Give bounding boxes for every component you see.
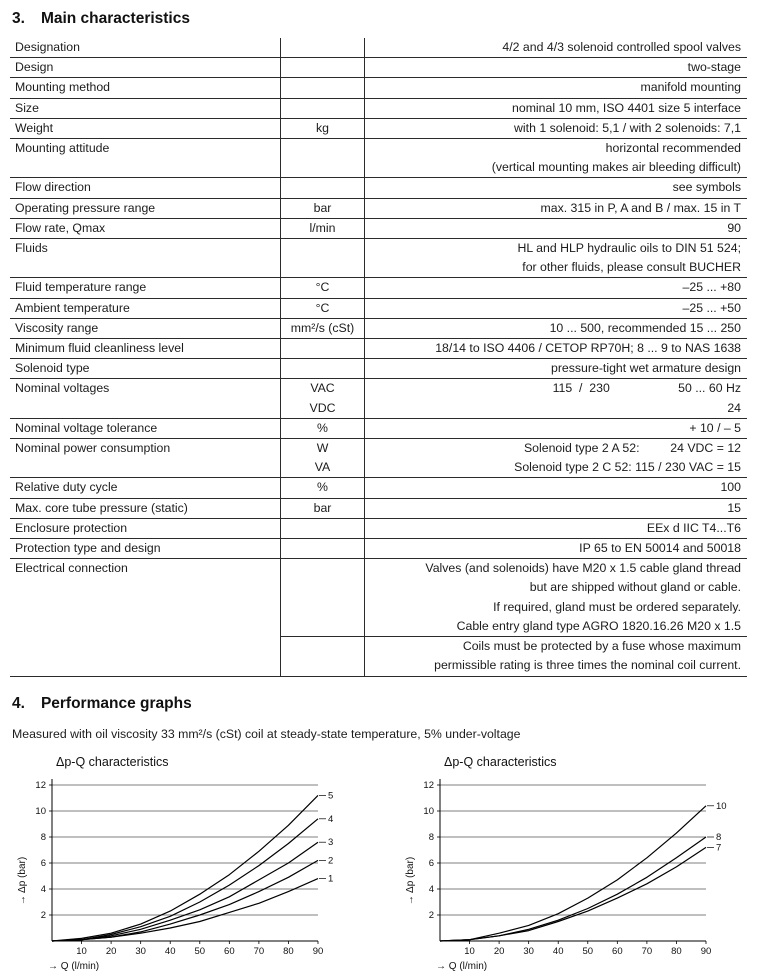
- value-cell: [364, 99, 747, 119]
- chart-title-left: Δp-Q characteristics: [56, 754, 169, 769]
- value-cell: [364, 119, 747, 139]
- value-line: 24: [727, 400, 741, 415]
- unit-line: l/min: [309, 220, 336, 235]
- y-tick-label: 6: [40, 857, 46, 869]
- characteristics-table: [10, 38, 747, 677]
- table-row: [10, 278, 747, 298]
- table-row: [10, 637, 747, 676]
- unit-line: %: [317, 420, 328, 435]
- x-axis-label: → Q (l/min): [436, 960, 488, 972]
- unit-cell: [280, 419, 364, 439]
- value-cell: [364, 139, 747, 178]
- value-cell: [364, 439, 747, 478]
- unit-cell: [280, 178, 364, 198]
- value-line: with 1 solenoid: 5,1 / with 2 solenoids: 7,1: [514, 120, 741, 135]
- x-tick-label: 20: [493, 945, 505, 957]
- x-tick-label: 20: [105, 945, 117, 957]
- section4-heading: [12, 695, 747, 713]
- dp-q-chart-right: [404, 771, 736, 975]
- designation-cell: Viscosity range: [10, 319, 280, 339]
- value-cell: [364, 239, 747, 278]
- x-tick-label: 60: [224, 945, 235, 957]
- chart-figure-left: [16, 755, 348, 975]
- value-line: IP 65 to EN 50014 and 50018: [579, 541, 741, 556]
- value-line: (vertical mounting makes air bleeding difficult): [491, 160, 741, 175]
- section3-number: 3.: [12, 10, 25, 27]
- designation-cell: Weight: [10, 119, 280, 139]
- value-cell: [364, 199, 747, 219]
- value-cell: [364, 278, 747, 298]
- value-line: Coils must be protected by a fuse whose maximum: [462, 639, 741, 654]
- table-row: [10, 119, 747, 139]
- value-line: 10 ... 500, recommended 15 ... 250: [549, 320, 741, 335]
- designation-cell: Operating pressure range: [10, 199, 280, 219]
- designation-cell: Flow direction: [10, 178, 280, 198]
- designation-cell: Max. core tube pressure (static): [10, 499, 280, 519]
- y-tick-label: 8: [40, 831, 46, 843]
- value-line: 90: [727, 220, 741, 235]
- designation-cell: Protection type and design: [10, 539, 280, 559]
- unit-cell: [280, 119, 364, 139]
- unit-cell: [280, 379, 364, 418]
- curve-label: 1: [328, 873, 334, 885]
- value-line: –25 ... +50: [682, 300, 741, 315]
- value-line: 18/14 to ISO 4406 / CETOP RP70H; 8 ... 9 to NAS 1638: [435, 341, 741, 356]
- value-line: Valves (and solenoids) have M20 x 1.5 cable gland thread: [425, 561, 741, 576]
- curve-label: 10: [716, 800, 727, 812]
- value-cell: [364, 319, 747, 339]
- designation-cell: Nominal voltage tolerance: [10, 419, 280, 439]
- unit-cell: [280, 519, 364, 539]
- designation-cell: Designation: [10, 38, 280, 58]
- table-row: [10, 299, 747, 319]
- table-row: [10, 499, 747, 519]
- x-tick-label: 40: [164, 945, 176, 957]
- unit-cell: [280, 339, 364, 359]
- value-line: –25 ... +80: [682, 280, 741, 295]
- value-line: for other fluids, please consult BUCHER: [522, 260, 741, 275]
- designation-cell: Mounting attitude: [10, 139, 280, 178]
- unit-cell: [280, 559, 364, 637]
- y-tick-label: 12: [35, 779, 46, 791]
- designation-cell: Fluids: [10, 239, 280, 278]
- value-line: HL and HLP hydraulic oils to DIN 51 524;: [517, 241, 741, 256]
- table-row: [10, 539, 747, 559]
- table-row: [10, 178, 747, 198]
- table-row: [10, 359, 747, 379]
- y-tick-label: 6: [428, 857, 434, 869]
- value-line: Solenoid type 2 A 52: 24 VDC = 12: [523, 441, 741, 456]
- unit-cell: [280, 539, 364, 559]
- unit-line: bar: [313, 500, 332, 515]
- unit-cell: [280, 278, 364, 298]
- table-row: [10, 78, 747, 98]
- designation-cell: Size: [10, 99, 280, 119]
- curve-label: 3: [328, 836, 334, 848]
- table-row: [10, 419, 747, 439]
- value-line: 100: [720, 480, 741, 495]
- section3-heading: [12, 10, 747, 28]
- table-row: [10, 219, 747, 239]
- y-tick-label: 4: [40, 883, 46, 895]
- y-tick-label: 10: [35, 805, 46, 817]
- unit-cell: [280, 239, 364, 278]
- value-line: 15: [727, 500, 741, 515]
- value-line: If required, gland must be ordered separately.: [493, 599, 741, 614]
- value-cell: [364, 379, 747, 418]
- value-cell: [364, 219, 747, 239]
- x-tick-label: 10: [464, 945, 475, 957]
- unit-cell: [280, 99, 364, 119]
- value-cell: [364, 339, 747, 359]
- value-line: + 10 / – 5: [689, 420, 741, 435]
- y-tick-label: 2: [428, 909, 434, 921]
- value-line: nominal 10 mm, ISO 4401 size 5 interface: [512, 100, 741, 115]
- value-cell: [364, 559, 747, 637]
- y-tick-label: 4: [428, 883, 434, 895]
- x-tick-label: 80: [283, 945, 294, 957]
- y-tick-label: 8: [428, 831, 434, 843]
- unit-cell: [280, 319, 364, 339]
- designation-cell: Design: [10, 58, 280, 78]
- unit-cell: [280, 478, 364, 498]
- unit-line: VA: [314, 460, 331, 475]
- value-line: Solenoid type 2 C 52: 115 / 230 VAC = 15: [514, 460, 741, 475]
- x-tick-label: 40: [552, 945, 564, 957]
- table-row: [10, 339, 747, 359]
- designation-cell: Flow rate, Qmax: [10, 219, 280, 239]
- value-line: Cable entry gland type AGRO 1820.16.26 M20 x 1.5: [456, 618, 741, 633]
- x-tick-label: 70: [641, 945, 653, 957]
- designation-cell: Electrical connection: [15, 561, 128, 576]
- y-axis-label: → Δp (bar): [405, 856, 416, 905]
- value-cell: [364, 178, 747, 198]
- value-cell: [364, 38, 747, 58]
- value-cell: [364, 499, 747, 519]
- unit-line: °C: [315, 280, 330, 295]
- unit-cell: [280, 359, 364, 379]
- table-row: [10, 239, 747, 278]
- table-row: [10, 139, 747, 178]
- table-row: [10, 559, 747, 637]
- curve-label: 8: [716, 831, 722, 843]
- value-cell: [364, 359, 747, 379]
- value-line: but are shipped without gland or cable.: [529, 580, 741, 595]
- unit-cell: [280, 499, 364, 519]
- x-tick-label: 50: [194, 945, 206, 957]
- designation-cell: Fluid temperature range: [10, 278, 280, 298]
- designation-cell: Relative duty cycle: [10, 478, 280, 498]
- unit-cell: [280, 439, 364, 478]
- dp-q-chart-left: [16, 771, 348, 975]
- value-line: pressure-tight wet armature design: [550, 361, 741, 376]
- x-tick-label: 60: [612, 945, 623, 957]
- designation-cell: Enclosure protection: [10, 519, 280, 539]
- table-row: [10, 519, 747, 539]
- unit-cell: [280, 78, 364, 98]
- x-tick-label: 30: [523, 945, 534, 957]
- value-cell: [364, 78, 747, 98]
- y-tick-label: 10: [423, 805, 434, 817]
- designation-cell: Ambient temperature: [10, 299, 280, 319]
- curve-label: 7: [716, 841, 722, 853]
- section3-title: Main characteristics: [40, 10, 190, 27]
- curve-label: 4: [328, 813, 334, 825]
- table-row: [10, 58, 747, 78]
- value-line: 4/2 and 4/3 solenoid controlled spool valves: [502, 40, 741, 54]
- curve: [440, 847, 706, 941]
- value-cell: [364, 419, 747, 439]
- chart-figure-right: [404, 755, 736, 975]
- x-tick-label: 30: [135, 945, 146, 957]
- x-tick-label: 90: [312, 945, 324, 957]
- unit-line: kg: [316, 120, 329, 135]
- value-line: see symbols: [672, 180, 741, 195]
- x-tick-label: 80: [671, 945, 682, 957]
- unit-cell: [280, 139, 364, 178]
- curve: [52, 860, 318, 941]
- designation-cell: Minimum fluid cleanliness level: [10, 339, 280, 359]
- chart-title-right: Δp-Q characteristics: [444, 754, 557, 769]
- unit-cell: [280, 299, 364, 319]
- table-row: [10, 478, 747, 498]
- curve: [52, 842, 318, 941]
- value-line: permissible rating is three times the nominal coil current.: [434, 658, 741, 673]
- y-tick-label: 12: [423, 779, 434, 791]
- value-line: EEx d IIC T4...T6: [646, 520, 741, 535]
- value-cell: [364, 478, 747, 498]
- unit-cell: [280, 637, 364, 676]
- unit-line: VAC: [310, 381, 335, 396]
- unit-cell: [280, 219, 364, 239]
- value-line: 115 / 230 50 ... 60 Hz: [552, 381, 741, 396]
- value-cell: [364, 637, 747, 676]
- designation-cell: Mounting method: [10, 78, 280, 98]
- designation-cell: Solenoid type: [10, 359, 280, 379]
- table-row: [10, 38, 747, 58]
- table-row: [10, 439, 747, 478]
- table-row: [10, 379, 747, 418]
- value-cell: [364, 299, 747, 319]
- value-line: horizontal recommended: [605, 141, 741, 156]
- unit-line: bar: [313, 200, 332, 215]
- value-line: two-stage: [687, 60, 741, 75]
- designation-cell: [10, 637, 280, 676]
- value-line: max. 315 in P, A and B / max. 15 in T: [540, 200, 741, 215]
- x-tick-label: 10: [76, 945, 87, 957]
- performance-graphs: [16, 755, 747, 975]
- designation-cell: Nominal voltages: [10, 379, 280, 418]
- designation-cell: Nominal power consumption: [10, 439, 280, 478]
- x-tick-label: 50: [582, 945, 594, 957]
- unit-line: W: [316, 441, 329, 456]
- value-line: manifold mounting: [640, 80, 741, 95]
- y-axis-label: → Δp (bar): [17, 856, 28, 905]
- unit-cell: [280, 38, 364, 58]
- unit-line: VDC: [309, 400, 336, 415]
- unit-line: %: [317, 480, 328, 495]
- value-cell: [364, 539, 747, 559]
- x-axis-label: → Q (l/min): [48, 960, 100, 972]
- table-row: [10, 99, 747, 119]
- unit-line: mm²/s (cSt): [290, 320, 355, 335]
- y-tick-label: 2: [40, 909, 46, 921]
- section4-number: 4.: [12, 694, 25, 712]
- unit-cell: [280, 58, 364, 78]
- table-row: [10, 319, 747, 339]
- table-row: [10, 199, 747, 219]
- curve-label: 2: [328, 854, 334, 866]
- unit-line: °C: [315, 300, 330, 315]
- curve-label: 5: [328, 789, 334, 801]
- x-tick-label: 90: [700, 945, 712, 957]
- value-cell: [364, 519, 747, 539]
- unit-cell: [280, 199, 364, 219]
- value-cell: [364, 58, 747, 78]
- section4-title: Performance graphs: [40, 694, 192, 712]
- measurement-note: Measured with oil viscosity 33 mm²/s (cSt) coil at steady-state temperature, 5% under-voltage: [12, 726, 521, 741]
- x-tick-label: 70: [253, 945, 265, 957]
